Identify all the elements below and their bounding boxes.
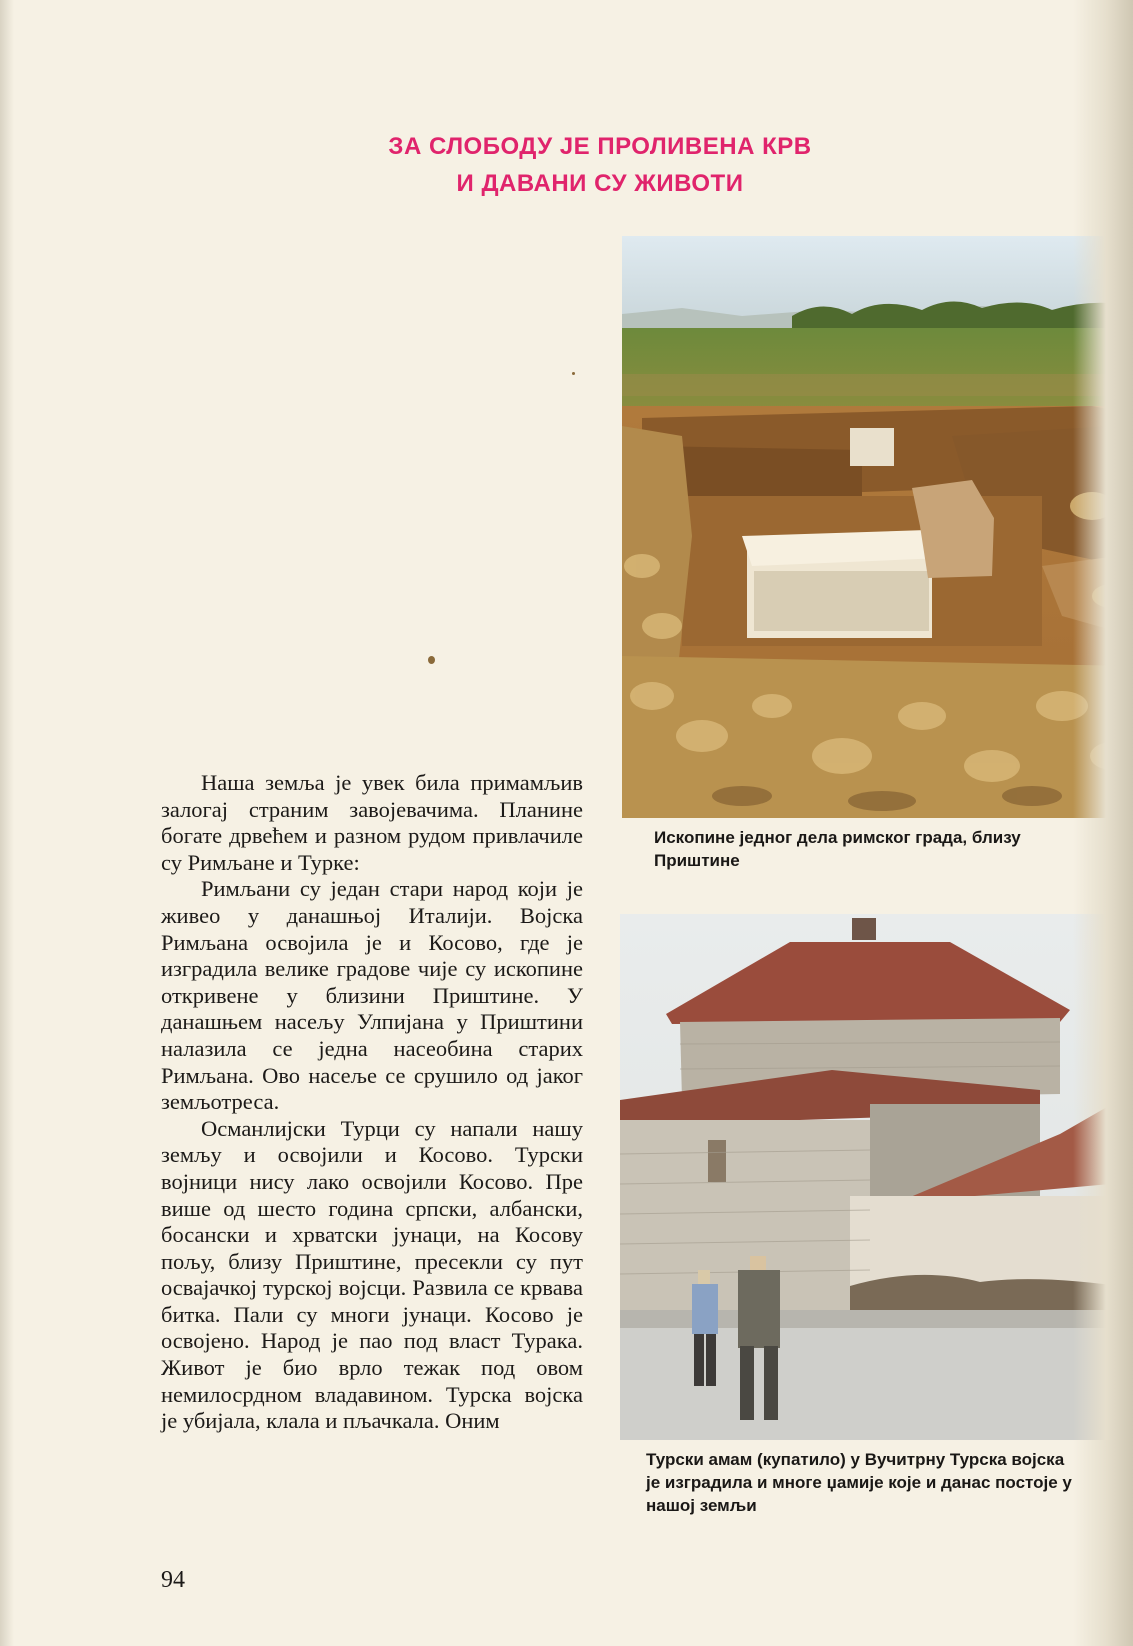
photo-turkish-bath [620, 914, 1133, 1440]
page-edge-left [0, 0, 14, 1646]
caption-roman-ruins: Ископине једног дела римског града, близу Приштине [654, 828, 1021, 870]
paper-speck [428, 656, 435, 664]
photo-roman-ruins [622, 236, 1133, 818]
paragraph-1: Наша земља је увек била примамљив залогај страним завојевачима. Планине богате дрвећем и разном рудом привлачиле су Римљане и Турке: [161, 770, 583, 875]
paragraph-3: Османлијски Турци су напали нашу земљу и освојили и Косово. Турски војници нису лако освојили Косово. Пре више од шесто година српски, албански, босански и хрватски јунаци, на Косову пољу, близу Приштине, пресекли су пут освајачкој турској војсци. Развила се крвава битка. Пали су многи јунаци. Косово је освојено. Народ је пао под власт Турака. Живот је био врло тежак под овом немилосрдном владавином. Турска војска је убијала, клала и пљачкала. Оним [161, 1115, 583, 1434]
body-text [161, 770, 583, 1435]
caption-turkish-bath: Турски амам (купатило) у Вучитрну Турска војска је изградила и многе џамије које и данас постоје у нашој земљи [646, 1450, 1072, 1515]
paragraph-2: Римљани су један стари народ који је живео у данашњој Италији. Војска Римљана освојила је и Косово, где је изградила велике градове чије су ископине откривене у близини Приштине. У данашњем насељу Улпијана у Приштини налазила се једна насеобина старих Римљана. Ово насеље се срушило од јаког земљотреса. [161, 876, 583, 1115]
page-title [300, 128, 900, 202]
title-line-2: И ДАВАНИ СУ ЖИВОТИ [456, 170, 744, 198]
page-number: 94 [161, 1567, 185, 1593]
page-edge-right [1073, 0, 1133, 1646]
paper-speck [572, 372, 575, 375]
title-line-1: ЗА СЛОБОДУ ЈЕ ПРОЛИВЕНА КРВ [388, 133, 812, 161]
